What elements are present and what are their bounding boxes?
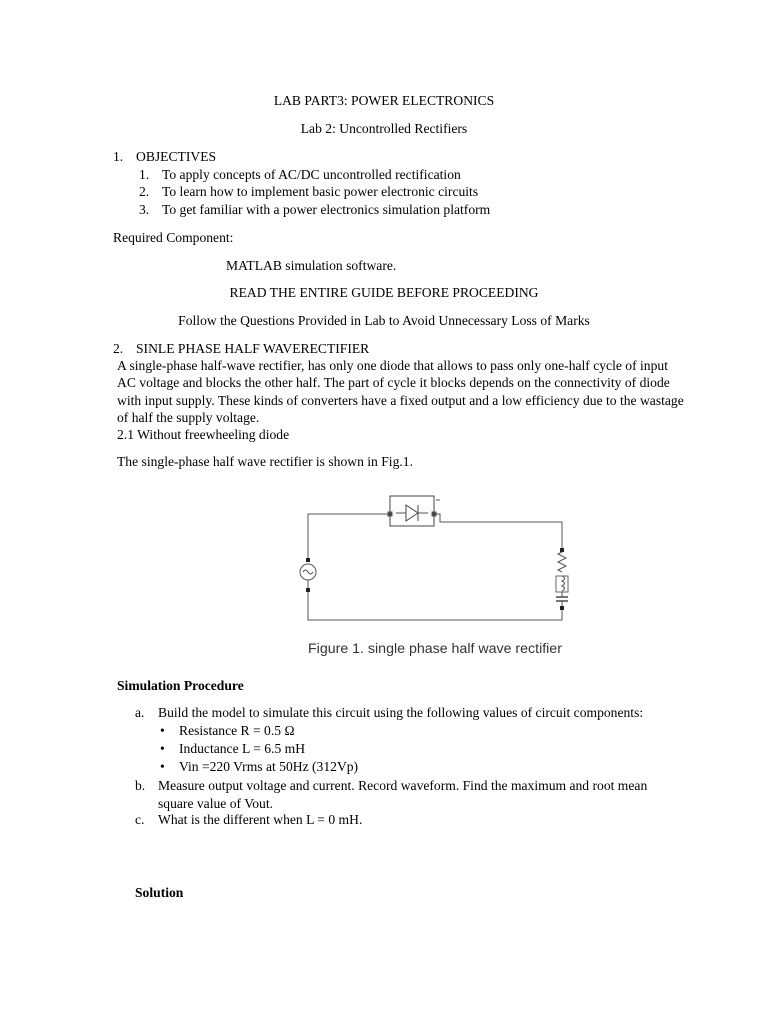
component-bullet: Vin =220 Vrms at 50Hz (312Vp) bbox=[179, 759, 359, 774]
figure-intro: The single-phase half wave rectifier is shown in Fig.1. bbox=[117, 454, 413, 469]
objective-item: To get familiar with a power electronics simulation platform bbox=[162, 202, 491, 217]
page-title: LAB PART3: POWER ELECTRONICS bbox=[273, 93, 495, 108]
required-component-label: Required Component: bbox=[113, 230, 234, 245]
objectives-heading: OBJECTIVES bbox=[136, 149, 217, 164]
procedure-letter: c. bbox=[135, 812, 145, 827]
section-heading: SINLE PHASE HALF WAVERECTIFIER bbox=[136, 341, 370, 356]
component-bullet: Inductance L = 6.5 mH bbox=[179, 741, 306, 756]
section-number: 2. bbox=[113, 341, 124, 356]
bullet-icon: • bbox=[160, 741, 165, 756]
resistor bbox=[558, 550, 566, 572]
objective-item: To apply concepts of AC/DC uncontrolled rectification bbox=[162, 167, 461, 182]
circuit-diagram bbox=[290, 488, 590, 628]
section-paragraph: A single-phase half-wave rectifier, has only one diode that allows to pass only one-half cycle of input AC voltage and blocks the other half. The part of cycle it blocks depends on the connectivity of diode with input supply. These kinds of converters have a fixed output and a low efficiency due to the wastage of half the supply voltage. bbox=[117, 358, 684, 425]
wire-bottom bbox=[308, 590, 562, 620]
procedure-letter: a. bbox=[135, 705, 145, 720]
bullet-icon: • bbox=[160, 759, 165, 774]
follow-questions-note: Follow the Questions Provided in Lab to Avoid Unnecessary Loss of Marks bbox=[178, 313, 590, 328]
objective-number: 3. bbox=[139, 202, 150, 217]
procedure-letter: b. bbox=[135, 778, 146, 793]
read-guide-notice: READ THE ENTIRE GUIDE BEFORE PROCEEDING bbox=[229, 285, 539, 300]
subsection-heading: 2.1 Without freewheeling diode bbox=[117, 427, 290, 442]
wire-top-right bbox=[436, 514, 562, 550]
required-software: MATLAB simulation software. bbox=[226, 258, 397, 273]
page-subtitle: Lab 2: Uncontrolled Rectifiers bbox=[300, 121, 468, 136]
wire-top-left bbox=[308, 514, 390, 560]
procedure-item: Measure output voltage and current. Record waveform. Find the maximum and root mean square value of Vout. bbox=[158, 778, 648, 811]
solution-heading: Solution bbox=[135, 885, 184, 900]
objective-item: To learn how to implement basic power electronic circuits bbox=[162, 184, 479, 199]
objective-number: 2. bbox=[139, 184, 150, 199]
inductor bbox=[562, 576, 565, 591]
bullet-icon: • bbox=[160, 723, 165, 738]
component-bullet: Resistance R = 0.5 Ω bbox=[179, 723, 295, 738]
procedure-item: Build the model to simulate this circuit using the following values of circuit components: bbox=[158, 705, 644, 720]
objective-number: 1. bbox=[139, 167, 150, 182]
procedure-heading: Simulation Procedure bbox=[117, 678, 244, 693]
procedure-item: What is the different when L = 0 mH. bbox=[158, 812, 363, 827]
figure-caption: Figure 1. single phase half wave rectifier bbox=[308, 641, 562, 657]
objectives-number: 1. bbox=[113, 149, 124, 164]
